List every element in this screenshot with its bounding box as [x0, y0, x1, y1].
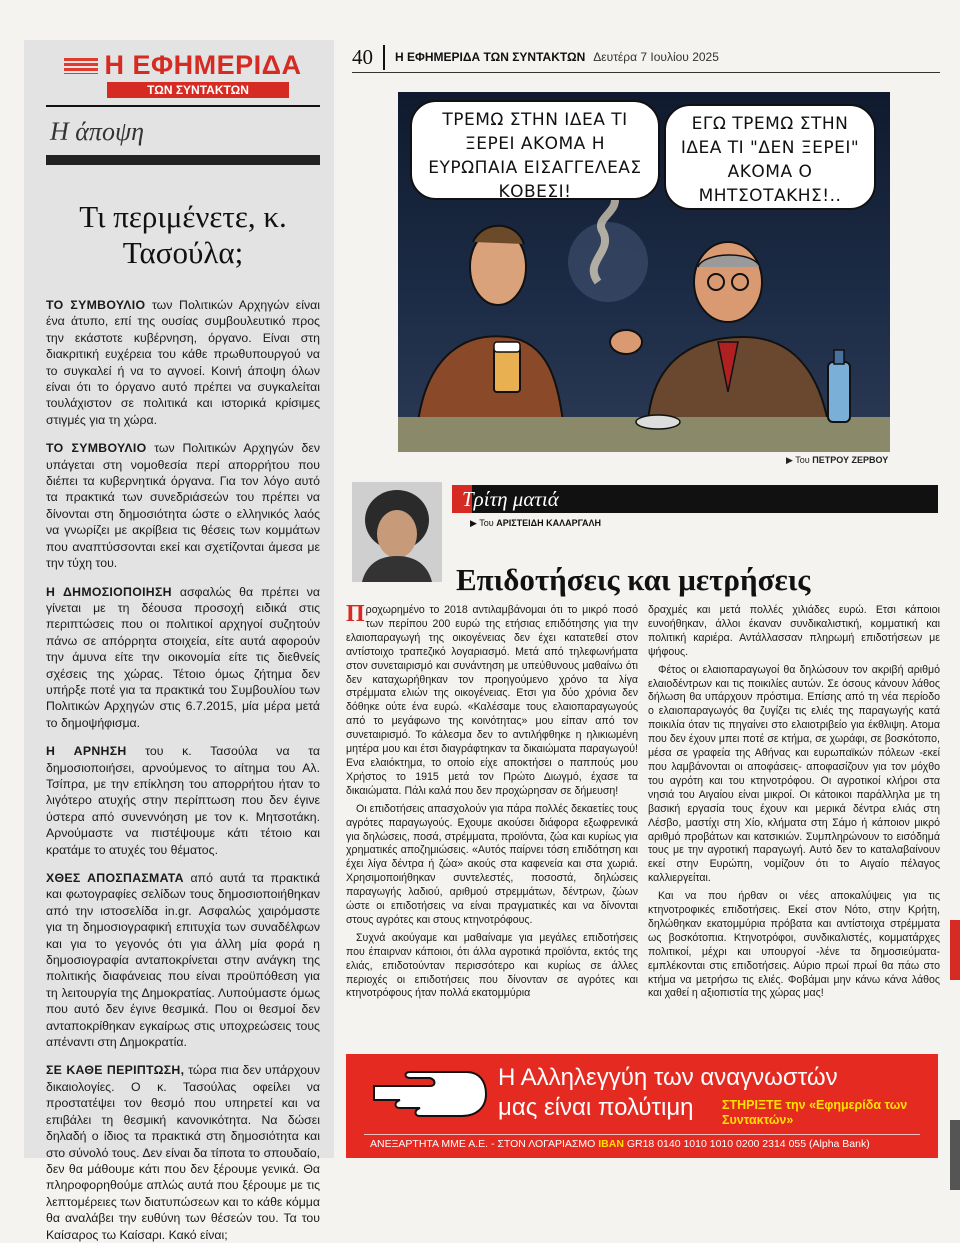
masthead — [46, 50, 320, 99]
cartoon-credit: ▶ Του ΠΕΤΡΟΥ ΖΕΡΒΟΥ — [786, 455, 889, 465]
ad-bank-details — [370, 1138, 870, 1150]
article-column-2 — [648, 604, 940, 1005]
column-article — [346, 601, 940, 1005]
paragraph-text: ροχωρημένο το 2018 αντιλαμβάνομαι ότι το μικρό ποσό των περίπου 200 ευρώ της ετήσιας επιδότησης για την ελαιοπαραγωγή της οικογένειας δεν έχει κατατεθεί στον αντίστοιχο τραπεζικό λογαριασμό. Μετά από τηλεφωνήματα στον συνεταιρισμό και συνάντηση με υπεύθυνους μαθαίνω ότι δεν καταχωρήθηκαν τον προηγούμενο χρόνο τα λίγα στρέμματα ελιών της οικογένειας. Ετσι για δύο χρόνια δεν δόθηκε ούτε ένα ευρώ. «Καλέσαμε τους ελαιοπαραγωγούς από το μεγάφωνο της κοινότητας» μου είπαν από τον συνεταιρισμό. Το κάλεσμα δεν το αντιλήφθηκε η ηλικιωμένη μητέρα μου και έτσι διαγράφτηκαν τα δικαιώματα παραγωγού! Ενα ελαιόκτημα, το οποίο είχε αποκτήσει ο παππούς μου Χρήστος το 1915 μετά τον Πρώτο Διωγμό, έχασε τα δικαιώματα. Πάλι καλά που δεν προχώρησαν σε δήμευση! — [346, 604, 638, 797]
article-column-1 — [346, 601, 638, 1005]
dropcap: Π — [346, 601, 365, 627]
ad-account-label: ΑΝΕΞΑΡΤΗΤΑ ΜΜΕ Α.Ε. - ΣΤΟΝ ΛΟΓΑΡΙΑΣΜΟ — [370, 1138, 596, 1150]
paragraph-text: των Πολιτικών Αρχηγών δεν υπάγεται στη νομοθεσία περί απορρήτου που διέπει τα κυβερνητικά όργανα. Για τον λόγο αυτό τα πρακτικά των συνεδριάσεών του πρέπει να δίνονται στη δημοσιότητα ώστε ο ελληνικός λαός να γνωρίζει με ακρίβεια τις θέσεις των κομμάτων που αναπτύσσονται εκεί και σχετίζονται άμεσα με την τύχη του. — [46, 441, 320, 571]
paragraph-lead: Η ΑΡΝΗΣΗ — [46, 744, 127, 759]
speech-bubble-left: ΤΡΕΜΩ ΣΤΗΝ ΙΔΕΑ ΤΙ ΞΕΡΕΙ ΑΚΟΜΑ Η ΕΥΡΩΠΑΙΑ ΕΙΣΑΓΓΕΛΕΑΣ ΚΟΒΕΣΙ! — [410, 100, 660, 200]
author-photo — [352, 482, 442, 582]
speech-bubble-right: ΕΓΩ ΤΡΕΜΩ ΣΤΗΝ ΙΔΕΑ ΤΙ "ΔΕΝ ΞΕΡΕΙ" ΑΚΟΜΑ Ο ΜΗΤΣΟΤΑΚΗΣ!.. — [664, 104, 876, 210]
paragraph-text: των Πολιτικών Αρχηγών είναι ένα άτυπο, επί της ουσίας συμβουλευτικό προς την εκάστοτε κυβέρνηση, όργανο. Είναι στη διακριτική ευχέρεια του κάθε πρωθυπουργού να το συγκαλεί ή να το αγνοεί. Κοινή άποψη όλων είναι ότι το όργανο αυτό πρέπει να συγκαλείται τουλάχιστον σε πολιτικά και ιστορικά κρίσιμες στιγμές για τη χώρα. — [46, 298, 320, 427]
section-title: Τρίτη ματιά — [462, 487, 559, 511]
ad-cta: ΣΤΗΡΙΞΤΕ την «Εφημερίδα των Συντακτών» — [722, 1098, 908, 1127]
solidarity-ad — [346, 1054, 938, 1158]
article-paragraph: δραχμές και μετά πολλές χιλιάδες ευρώ. Ετσι κάποιοι ευνοήθηκαν, άλλοι έκαναν συνδικαλιστική, κομματική και πολιτική καριέρα. Αντάλλασσαν πληρωμή επιδοτήσεων με ψήφους. — [648, 604, 940, 658]
editorial-paragraph — [46, 584, 320, 732]
byline-name: ΑΡΙΣΤΕΙΔΗ ΚΑΛΑΡΓΑΛΗ — [496, 518, 602, 528]
paper-name: Η ΕΦΗΜΕΡΙΔΑ ΤΩΝ ΣΥΝΤΑΚΤΩΝ — [395, 50, 586, 64]
paragraph-lead: Η ΔΗΜΟΣΙΟΠΟΙΗΣΗ — [46, 584, 172, 599]
paragraph-text: του κ. Τασούλα να τα δημοσιοποιήσει, αρνούμενος το αίτημα του Αλ. Τσίπρα, με την επίκληση του απορρήτου ήταν το λιγότερο ατυχής στην περίπτωση που δεν έγινε ύστερα από συνεννόηση με τον κ. Μητσοτάκη. Αρνούμαστε να πιστέψουμε κάτι τέτοιο και κρατάμε το ατυχές του θέματος. — [46, 744, 321, 857]
cartoon — [398, 92, 890, 452]
ad-subheadline: μας είναι πολύτιμη — [498, 1094, 694, 1121]
byline: ▶ Του ΑΡΙΣΤΕΙΔΗ ΚΑΛΑΡΓΑΛΗ — [470, 518, 602, 528]
opinion-label: Η άποψη — [50, 117, 144, 146]
page-edge-marker — [950, 1120, 960, 1190]
section-bar — [452, 485, 938, 513]
opinion-bar — [46, 155, 320, 165]
page-edge-marker — [950, 920, 960, 980]
editorial-paragraph — [46, 440, 320, 571]
article-paragraph: Και να που ήρθαν οι νέες αποκαλύψεις για τις κτηνοτροφικές επιδοτήσεις. Εκεί στον Νότο, στην Κρήτη, δηλώθηκαν εκατομμύρια πρόβατα και αντίστοιχα στρέμματα ως βοσκότοπια. Κτηνοτρόφοι, συνδικαλιστές, κομματάρχες πολιτικοί, μέχρι και υπουργοί -λένε τα δημοσιεύματα- εμπλέκονται στις επιδοτήσεις. Αύριο πρωί πρωί θα πάω στο κτήμα να μετρήσω τις ελιές. Φοβάμαι μην κάνω κάνα λάθος και χαθεί η αξιοπιστία της χώρας μας! — [648, 890, 940, 1000]
byline-prefix: Του — [479, 518, 494, 528]
paragraph-text: από αυτά τα πρακτικά και φωτογραφίες σελίδων τους δημοσιοποιήθηκαν από την ιστοσελίδα in.gr. Ασφαλώς χαιρόμαστε για τη δημοσιογραφική επιτυχία των συναδέλφων και για το γεγονός ότι για άλλη μία φορά η δημοσιογραφία ανταποκρίνεται στην ανάγκη της πολιτικής διαφάνειας που είναι προϋπόθεση για τη λειτουργία της Δημοκρατίας. Λυπούμαστε όμως που αυτό δεν έγινε θεσμικά. Που οι θεσμοί δεν ανταποκρίθηκαν εγκαίρως στις υποχρεώσεις τους απέναντι στη Δημοκρατία. — [46, 871, 320, 1050]
paragraph-lead: ΣΕ ΚΑΘΕ ΠΕΡΙΠΤΩΣΗ, — [46, 1063, 185, 1078]
masthead-subtitle: ΤΩΝ ΣΥΝΤΑΚΤΩΝ — [107, 82, 289, 98]
article-paragraph: Φέτος οι ελαιοπαραγωγοί θα δηλώσουν τον ακριβή αριθμό ελαιοδέντρων και τις ποικιλίες αυτών. Σε όσους κάνουν λάθος δήλωση θα υπάρχουν πρόστιμα. Επίσης από τη νέα περίοδο ο ελαιοπαραγωγός θα ζυγίζει τις ελιές της παραγωγής κατά ποικιλία όταν τις πηγαίνει στο ελαιοτριβείο για έκθλιψη. Ατομα που δεν έχουν μπει ποτέ σε κτήμα, σε χωράφι, σε βοσκότοπο, μέσα σε γραφεία της Αθήνας και ευρωπαϊκών πόλεων -εκεί που λαμβάνονται οι αποφάσεις- αποφασίζουν για τον μόχθο του αγρότη και του κτηνοτρόφου. Οι αγροτικοί κλήροι στα νησιά του Αιγαίου είναι μικροί. Οι κάτοικοι παράλληλα με τη βασική εργασία τους έχουν και μερικά δέντρα ελιάς στη Λέσβο, μαστίχι στη Χίο, κλήματα στη Σάμο ή κάποιον μικρό αριθμό προβάτων και κατσικιών. Συμπληρώνουν το εισόδημά τους με την αγροτική παραγωγή. Αυτό δεν το καταλαβαίνουν εκεί στην Ευρώπη, νομίζουν ότι το Αιγαίο πέλαγος καλλιεργείται. — [648, 663, 940, 885]
credit-name: ΠΕΤΡΟΥ ΖΕΡΒΟΥ — [812, 455, 889, 465]
divider — [352, 72, 940, 73]
iban-label: IBAN — [598, 1138, 624, 1150]
editorial-title: Τι περιμένετε, κ. Τασούλα; — [79, 199, 287, 270]
bank-name: (Alpha Bank) — [809, 1138, 870, 1150]
iban-number: GR18 0140 1010 1010 0200 2314 055 — [626, 1138, 807, 1150]
page-header — [352, 44, 940, 70]
divider — [46, 105, 320, 107]
paragraph-lead: ΧΘΕΣ ΑΠΟΣΠΑΣΜΑΤΑ — [46, 871, 184, 885]
paragraph-text: ασφαλώς θα πρέπει να γίνεται με τη δέουσα προσοχή ειδικά στις περιπτώσεις που οι πολιτικοί αρχηγοί συζητούν πάνω σε απόρρητα στοιχεία, είτε αυτά αφορούν την άμυνα είτε την οικονομία είτε τις διεθνείς σχέσεις της χώρας. Τέτοιο όμως ζήτημα δεν υπήρξε ποτέ για τα πρακτικά του Συμβουλίου των Πολιτικών Αρχηγών στις 6.7.2015, μία μέρα μετά το δημοψήφισμα. — [46, 584, 320, 730]
divider — [364, 1134, 920, 1135]
paragraph-lead: ΤΟ ΣΥΜΒΟΥΛΙΟ — [46, 441, 147, 456]
editorial-column — [24, 40, 334, 1242]
editorial-paragraph — [46, 1062, 320, 1242]
pointing-hand-icon — [370, 1064, 490, 1122]
editorial-paragraph — [46, 297, 320, 428]
credit-prefix: Του — [795, 455, 810, 465]
article-paragraph — [346, 601, 638, 799]
paragraph-text: τώρα πια δεν υπάρχουν δικαιολογίες. Ο κ. Τασούλας οφείλει να προστατέψει τον θεσμό που υπηρετεί και να επιβάλει τη θεσμική κανονικότητα. Να δώσει δηλαδή ο ίδιος τα πρακτικά στη δημοσιότητα και στο σύνολό τους. Δεν είναι δα τίποτα το σπουδαίο, δεν θα μάθουμε κάτι που δεν ξέρουμε γενικά. Θα πληροφορηθούμε απλώς αυτά που ξέρουμε με τις λεπτομέρειες των διατυπώσεων και το κάθε κόμμα θα αναλάβει την ευθύνη των θέσεών του. Τα του Καίσαρος τω Καίσαρι. Κακό είναι; — [46, 1063, 320, 1242]
masthead-stripes-icon — [64, 58, 98, 74]
editorial-paragraph — [46, 743, 320, 858]
editorial-paragraph — [46, 870, 320, 1050]
issue-date: Δευτέρα 7 Ιουλίου 2025 — [593, 50, 719, 64]
masthead-title: Η ΕΦΗΜΕΡΙΔΑ — [104, 50, 302, 80]
author-portrait-icon — [352, 482, 442, 582]
paragraph-lead: ΤΟ ΣΥΜΒΟΥΛΙΟ — [46, 298, 146, 312]
column-title: Επιδοτήσεις και μετρήσεις — [456, 562, 811, 597]
page-number: 40 — [352, 45, 385, 70]
ad-headline: Η Αλληλεγγύη των αναγνωστών — [498, 1064, 838, 1091]
article-paragraph: Οι επιδοτήσεις απασχολούν για πάρα πολλές δεκαετίες τους αγρότες παραγωγούς. Εχουμε ακούσει διάφορα εξωφρενικά για δηλώσεις, ποσά, στρέμματα, προϊόντα, ζώα και κυρίως για χρηματικές αποζημιώσεις. «Αυτός παίρνει τόση επιδότηση και έχει λίγα δέντρα ή ζώα» ακούς στα καφενεία και στα χωριά. Χρησιμοποιήθηκαν συντελεστές, ποσοστά, δηλώσεις παραγωγής λαδιού, αριθμού στρεμμάτων, δέντρων, ζώων ώστε οι επιδοτήσεις να είναι πραγματικές και να δίνονται στους αγρότες και στους κτηνοτρόφους. — [346, 802, 638, 926]
article-paragraph: Συχνά ακούγαμε και μαθαίναμε για μεγάλες επιδοτήσεις που έπαιρναν κάποιοι, ότι άλλα αγροτικά προϊόντα, εκτός της ελιάς, επιδοτούνταν περισσότερο και κυρίως σε άλλες περιοχές οι επιδοτήσεις που δίνονταν σε αγρότες και κτηνοτρόφους ήταν πολλά εκατομμύρια — [346, 931, 638, 1000]
